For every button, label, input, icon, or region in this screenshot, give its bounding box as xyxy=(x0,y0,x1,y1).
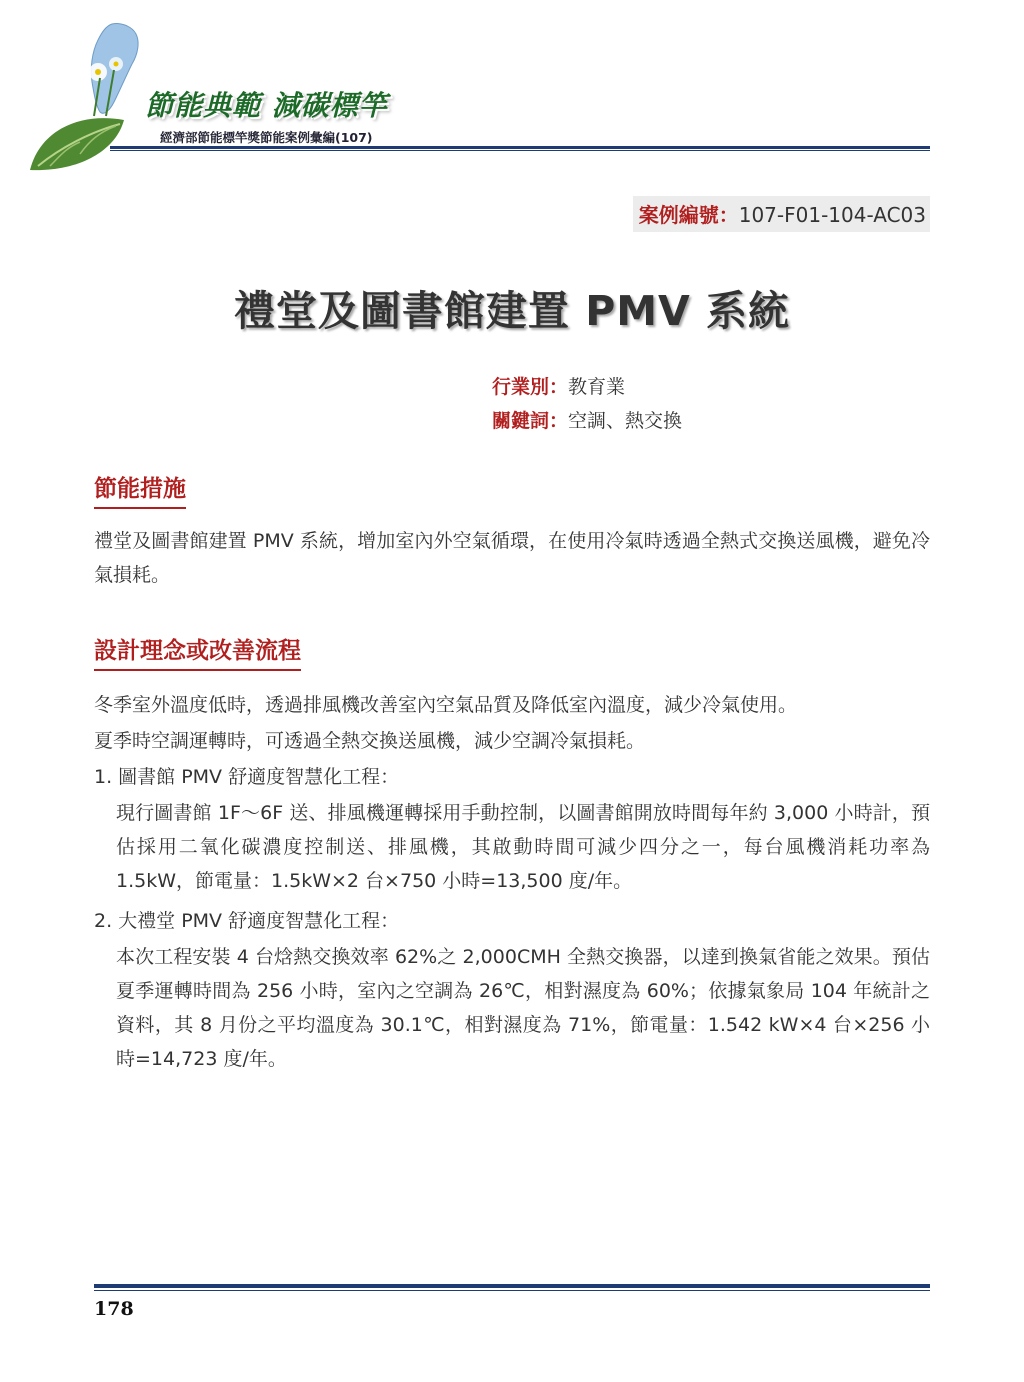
keywords-line xyxy=(492,406,682,433)
keywords-value: 空調、熱交換 xyxy=(568,410,683,432)
case-number-label: 案例編號： xyxy=(638,203,739,227)
page-title: 禮堂及圖書館建置 PMV 系統 xyxy=(233,287,791,335)
industry-value: 教育業 xyxy=(568,376,626,398)
footer-rule xyxy=(94,1284,930,1291)
item-2-paragraph: 本次工程安裝 4 台焓熱交換效率 62%之 2,000CMH 全熱交換器，以達到換氣省能之效果。預估夏季運轉時間為 256 小時，室內之空調為 26℃，相對濕度為 60%；依據氣象局 104 年統計之資料，其 8 月份之平均溫度為 30.1℃，相對濕度為 71%，節電量：1.542 kW×4 台×256 小時=14,723 度/年。 xyxy=(116,946,930,1070)
industry-line xyxy=(492,372,625,399)
case-number-box xyxy=(633,196,930,232)
case-number-value: 107-F01-104-AC03 xyxy=(738,203,926,227)
industry-label: 行業別： xyxy=(492,376,569,398)
keywords-label: 關鍵詞： xyxy=(492,410,569,432)
header-rule xyxy=(110,146,930,152)
brand-subtitle: 經濟部節能標竿獎節能案例彙編(107) xyxy=(160,130,373,145)
page-number: 178 xyxy=(94,1298,134,1320)
item-1-paragraph: 現行圖書館 1F～6F 送、排風機運轉採用手動控制，以圖書館開放時間每年約 3,000 小時計，預估採用二氧化碳濃度控制送、排風機，其啟動時間可減少四分之一，每台風機消耗功率為 1.5kW，節電量：1.5kW×2 台×750 小時=13,500 度/年。 xyxy=(116,802,930,892)
section-heading-design: 設計理念或改善流程 xyxy=(94,632,301,671)
measures-paragraph: 禮堂及圖書館建置 PMV 系統，增加室內外空氣循環，在使用冷氣時透過全熱式交換送風機，避免冷氣損耗。 xyxy=(94,530,930,586)
summer-paragraph: 夏季時空調運轉時，可透過全熱交換送風機，減少空調冷氣損耗。 xyxy=(94,730,646,752)
winter-paragraph: 冬季室外溫度低時，透過排風機改善室內空氣品質及降低室內溫度，減少冷氣使用。 xyxy=(94,694,798,716)
item-2-title: 2. 大禮堂 PMV 舒適度智慧化工程： xyxy=(94,910,400,932)
brand-title: 節能典範 減碳標竿 xyxy=(145,89,388,122)
item-1-title: 1. 圖書館 PMV 舒適度智慧化工程： xyxy=(94,766,400,788)
section-heading-measures: 節能措施 xyxy=(94,470,186,509)
taiwan-leaf-logo xyxy=(20,20,160,180)
